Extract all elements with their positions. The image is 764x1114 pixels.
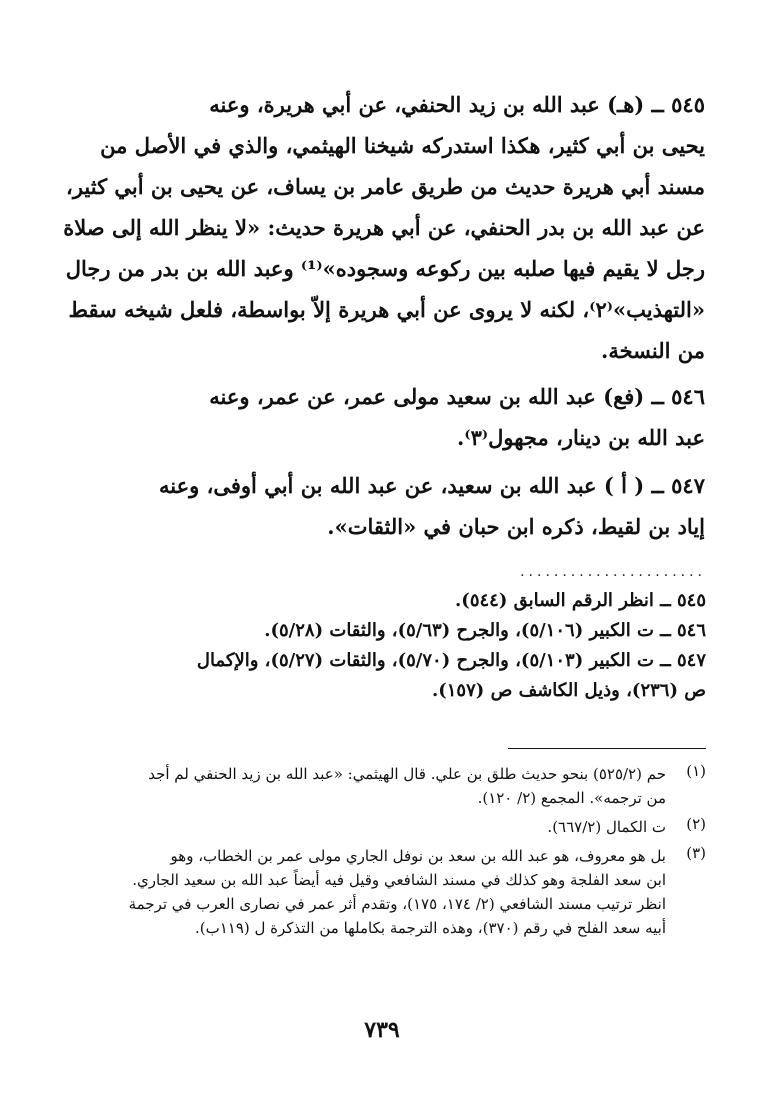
entry-545 [63, 84, 705, 371]
footnote-line: ابن سعد الفلجة وهو كذلك في مسند الشافعي وقيل فيه أيضاً عبد الله بن سعيد الجاري. [132, 871, 666, 889]
footnote [100, 762, 706, 810]
footnote [100, 844, 706, 940]
entry-line: إياد بن لقيط، ذكره ابن حبان في «الثقات». [327, 514, 705, 539]
entry-line: مسند أبي هريرة حديث من طريق عامر بن يساف، عن يحيى بن أبي كثير، [66, 174, 705, 199]
entry-line: يحيى بن أبي كثير، هكذا استدركه شيخنا الهيثمي، والذي في الأصل من [100, 133, 705, 158]
footnote-line: انظر ترتيب مسند الشافعي (٢/ ١٧٤، ١٧٥)، وتقدم أثر عمر في نصارى العرب في ترجمة [128, 895, 666, 913]
footnote-number: (٢) [686, 815, 706, 833]
footnote-line: من ترجمه». المجمع (٢/ ١٢٠). [477, 789, 666, 807]
reference-line: ٥٤٥ ــ انظر الرقم السابق (٥٤٤). [455, 590, 706, 611]
entry-line: عن عبد الله بن بدر الحنفي، عن أبي هريرة حديث: «لا ينظر الله إلى صلاة [63, 215, 705, 240]
footnote-divider [508, 748, 706, 749]
reference-line: ص (٢٣٦)، وذيل الكاشف ص (١٥٧). [431, 680, 706, 701]
footnote-line: حم (٥٢٥/٢) بنحو حديث طلق بن علي. قال الهيثمي: «عبد الله بن زيد الحنفي لم أجد [148, 765, 666, 783]
entry-547 [100, 465, 705, 547]
page-number: ٧٣٩ [364, 1017, 400, 1043]
footnote-line: أبيه سعد الفلح في رقم (٣٧٠)، وهذه الترجمة بكاملها من التذكرة ل (١١٩ب). [194, 919, 666, 937]
entry-line: من النسخة. [601, 338, 705, 363]
footnote-line: بل هو معروف، هو عبد الله بن سعد بن نوفل الجاري مولى عمر بن الخطاب، وهو [170, 847, 666, 865]
entry-546 [100, 376, 705, 458]
footnote-number: (١) [686, 762, 706, 780]
footnote-line: ت الكمال (٦٦٧/٢). [547, 818, 666, 836]
reference-line: ٥٤٧ ــ ت الكبير (٥/١٠٣)، والجرح (٥/٧٠)، والثقات (٥/٢٧)، والإكمال [196, 650, 706, 671]
entry-line: رجل لا يقيم فيها صلبه بين ركوعه وسجوده»⁽¹⁾ وعبد الله بن بدر من رجال [65, 256, 705, 281]
entry-line: «التهذيب»⁽٢⁾، لكنه لا يروى عن أبي هريرة إلاّ بواسطة، فلعل شيخه سقط [68, 297, 705, 322]
footnotes-block [100, 762, 706, 945]
footnote [100, 815, 706, 839]
entry-line: ٥٤٧ ــ ( أ ) عبد الله بن سعيد، عن عبد الله بن أبي أوفى، وعنه [159, 473, 705, 498]
references-block [100, 586, 706, 706]
entry-line: ٥٤٥ ــ (هـ) عبد الله بن زيد الحنفي، عن أبي هريرة، وعنه [209, 92, 705, 117]
footnote-number: (٣) [686, 844, 706, 862]
entry-line: ٥٤٦ ــ (فع) عبد الله بن سعيد مولى عمر، عن عمر، وعنه [209, 384, 705, 409]
entry-line: عبد الله بن دينار، مجهول⁽٣⁾. [457, 425, 705, 450]
dotted-separator: ...................... [520, 564, 706, 580]
reference-line: ٥٤٦ ــ ت الكبير (٥/١٠٦)، والجرح (٥/٦٣)، والثقات (٥/٢٨). [264, 620, 706, 641]
